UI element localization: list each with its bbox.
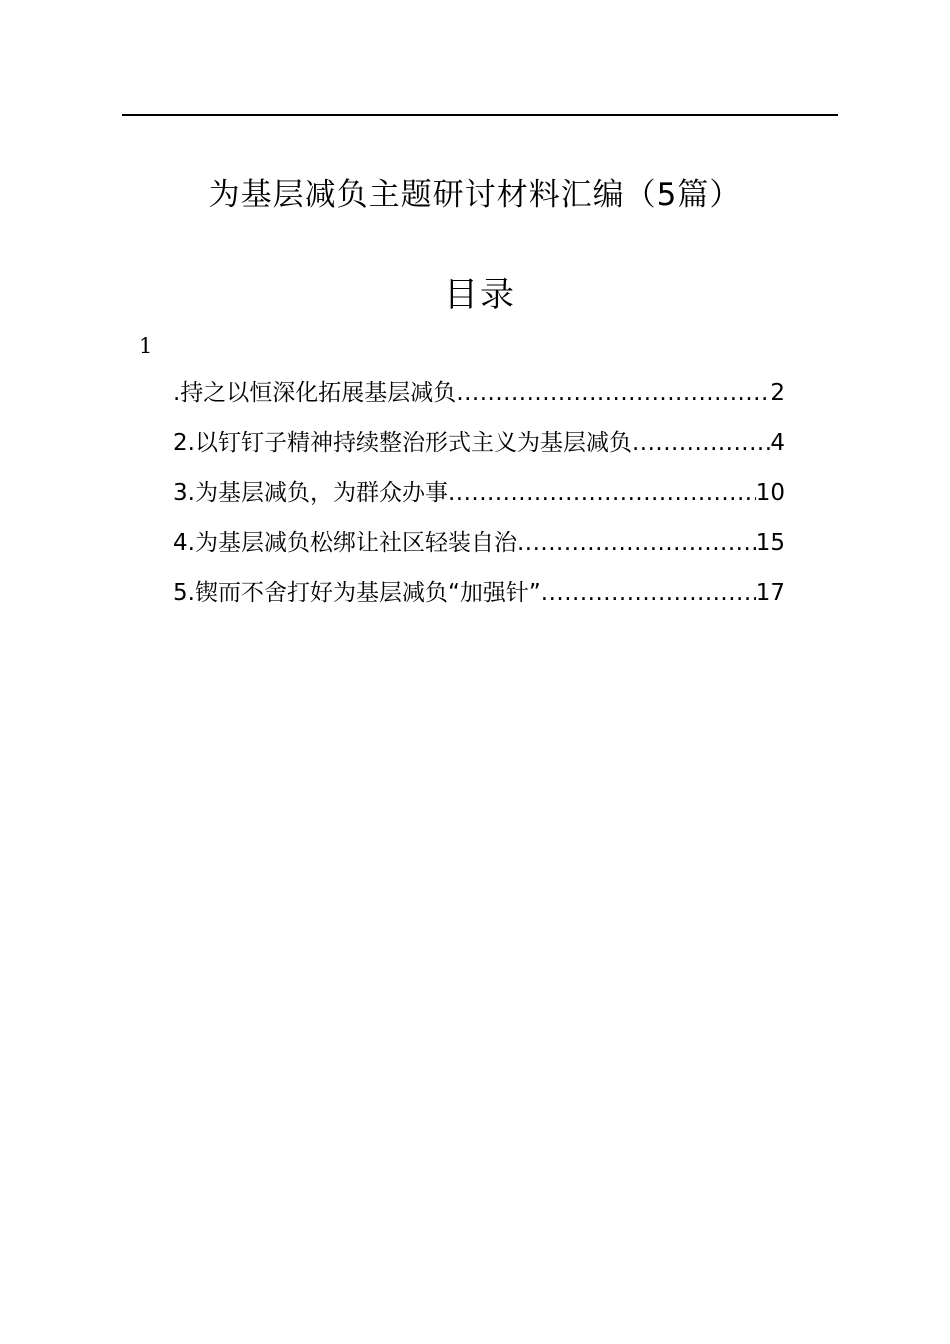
toc-entry[interactable] [173,376,785,426]
document-title: 为基层减负主题研讨材料汇编（5篇） [208,177,742,213]
toc-entry[interactable] [173,526,785,576]
toc-entry-label: 4.为基层减负松绑让社区轻装自治 [173,530,517,556]
toc-entry[interactable] [173,576,785,626]
toc-entry-label: 2.以钉钉子精神持续整治形式主义为基层减负 [173,430,632,456]
toc-entry-label: 5.锲而不舍打好为基层减负“加强针” [173,580,541,606]
toc-dot-leader [456,376,770,410]
toc-entry[interactable] [173,476,785,526]
section-number: 1 [139,334,153,358]
toc-entry-page: 17 [755,580,785,606]
toc-entry-label: 3.为基层减负，为群众办事 [173,480,448,506]
toc-entry[interactable] [173,426,785,476]
toc-dot-leader [541,576,756,610]
toc-dot-leader [448,476,756,510]
toc-dot-leader [632,426,770,460]
toc-dot-leader [517,526,756,560]
table-of-contents [173,376,785,626]
toc-heading: 目录 [444,275,516,315]
toc-entry-page: 15 [755,530,785,556]
toc-entry-page: 2 [770,380,785,406]
toc-entry-page: 10 [755,480,785,506]
header-rule [122,114,838,116]
toc-entry-page: 4 [770,430,785,456]
toc-entry-label: .持之以恒深化拓展基层减负 [173,380,457,406]
